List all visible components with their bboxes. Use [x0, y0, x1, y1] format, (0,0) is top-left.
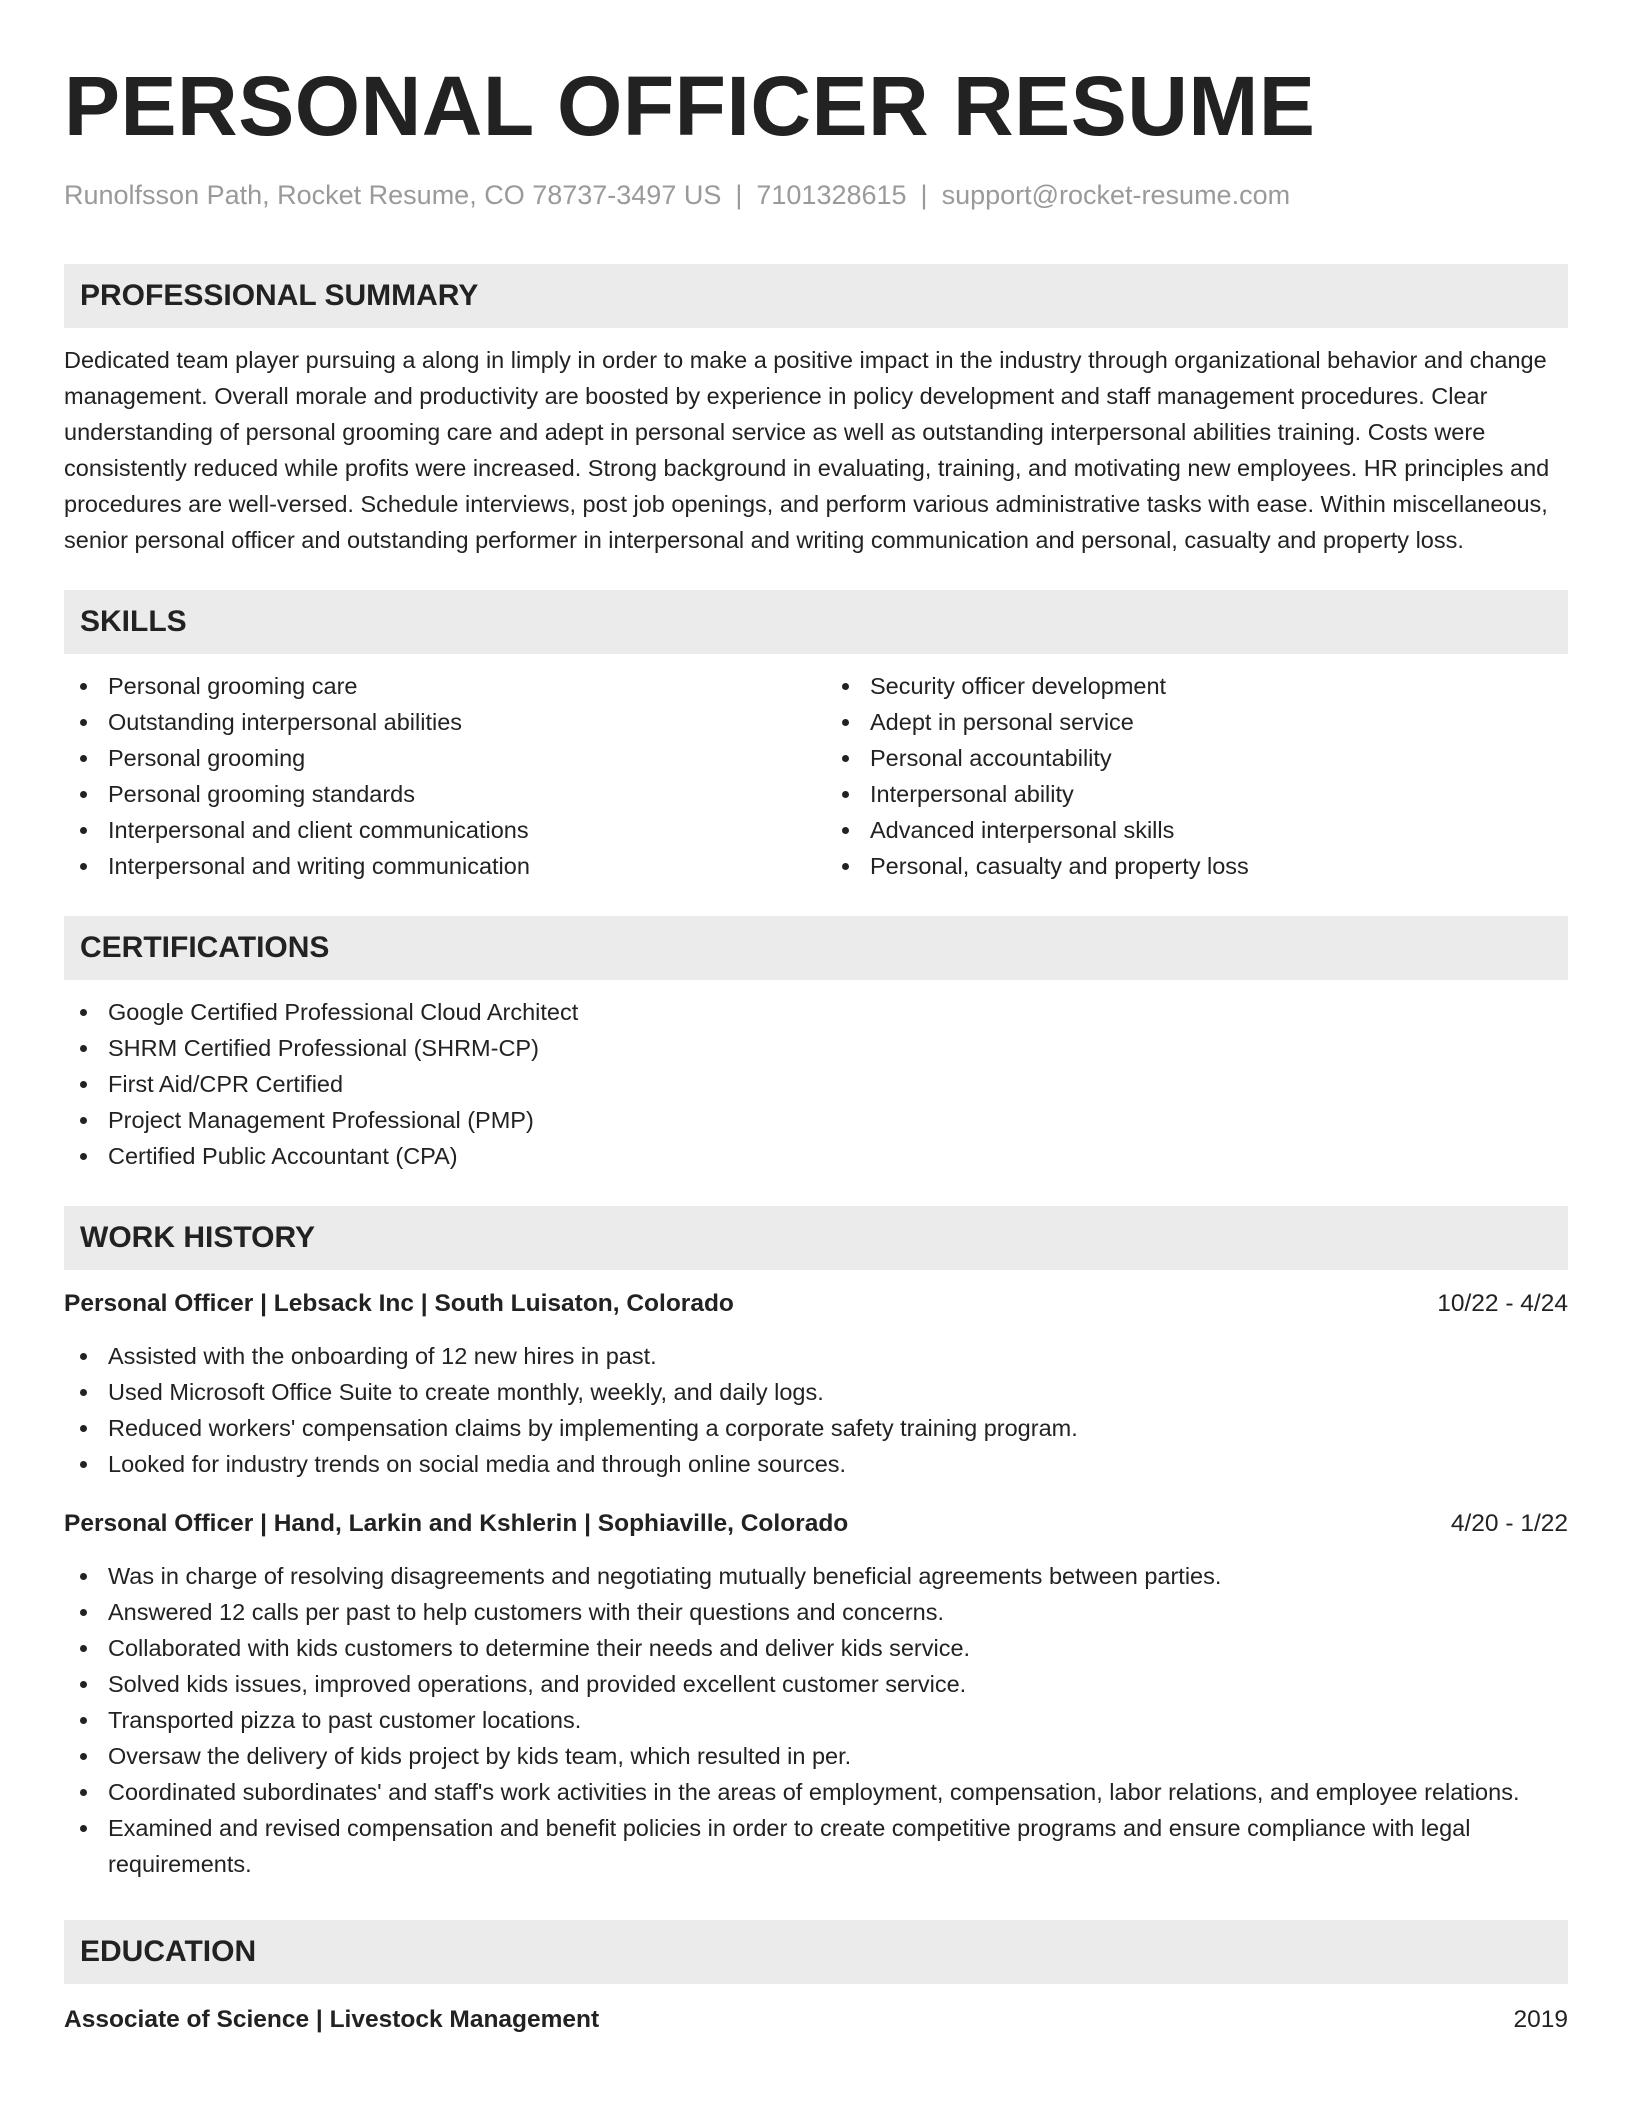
skill-item: Security officer development — [826, 668, 1568, 704]
skill-item: Personal grooming — [64, 740, 806, 776]
job-duties-list — [64, 1558, 1568, 1882]
skill-item: Interpersonal and client communications — [64, 812, 806, 848]
skill-item: Outstanding interpersonal abilities — [64, 704, 806, 740]
skill-item: Advanced interpersonal skills — [826, 812, 1568, 848]
certification-item: Project Management Professional (PMP) — [64, 1102, 1568, 1138]
contact-line — [64, 178, 1568, 212]
job-entry — [64, 1506, 1568, 1882]
contact-email: support@rocket-resume.com — [941, 180, 1291, 210]
certification-item: Google Certified Professional Cloud Architect — [64, 994, 1568, 1030]
education-entry — [64, 2002, 1568, 2038]
section-header-work-history: WORK HISTORY — [64, 1206, 1568, 1270]
skills-column-left — [64, 668, 806, 884]
job-duty-item: Collaborated with kids customers to determine their needs and deliver kids service. — [64, 1630, 1568, 1666]
job-duty-item: Looked for industry trends on social media and through online sources. — [64, 1446, 1568, 1482]
contact-address: Runolfsson Path, Rocket Resume, CO 78737-3497 US — [64, 180, 722, 210]
job-duty-item: Was in charge of resolving disagreements and negotiating mutually beneficial agreements between parties. — [64, 1558, 1568, 1594]
job-heading: Personal Officer | Hand, Larkin and Kshlerin | Sophiaville, Colorado — [64, 1510, 849, 1537]
skill-item: Interpersonal ability — [826, 776, 1568, 812]
job-header — [64, 1286, 1568, 1322]
job-duty-item: Coordinated subordinates' and staff's work activities in the areas of employment, compensation, labor relations, and employee relations. — [64, 1774, 1568, 1810]
section-header-certifications: CERTIFICATIONS — [64, 916, 1568, 980]
skills-list — [64, 668, 1568, 884]
certification-item: Certified Public Accountant (CPA) — [64, 1138, 1568, 1174]
skill-item: Adept in personal service — [826, 704, 1568, 740]
resume-page — [64, 56, 1568, 2038]
summary-text: Dedicated team player pursuing a along in limply in order to make a positive impact in the industry through organizational behavior and change management. Overall morale and productivity are boosted by experience in policy development and staff management procedures. Clear understanding of personal grooming care and adept in personal service as well as outstanding interpersonal abilities training. Costs were consistently reduced while profits were increased. Strong background in evaluating, training, and motivating new employees. HR principles and procedures are well-versed. Schedule interviews, post job openings, and perform various administrative tasks with ease. Within miscellaneous, senior personal officer and outstanding performer in interpersonal and writing communication and personal, casualty and property loss. — [64, 347, 1550, 553]
contact-separator: | — [920, 180, 928, 210]
skill-item: Personal grooming standards — [64, 776, 806, 812]
job-dates: 10/22 - 4/24 — [1437, 1290, 1568, 1317]
job-duty-item: Oversaw the delivery of kids project by kids team, which resulted in per. — [64, 1738, 1568, 1774]
job-duty-item: Reduced workers' compensation claims by implementing a corporate safety training program. — [64, 1410, 1568, 1446]
education-year: 2019 — [1513, 2006, 1568, 2033]
certification-item: SHRM Certified Professional (SHRM-CP) — [64, 1030, 1568, 1066]
job-duty-item: Examined and revised compensation and benefit policies in order to create competitive programs and ensure compliance with legal requirements. — [64, 1810, 1568, 1882]
job-duty-item: Used Microsoft Office Suite to create monthly, weekly, and daily logs. — [64, 1374, 1568, 1410]
certification-item: First Aid/CPR Certified — [64, 1066, 1568, 1102]
section-header-education: EDUCATION — [64, 1920, 1568, 1984]
skill-item: Interpersonal and writing communication — [64, 848, 806, 884]
job-duties-list — [64, 1338, 1568, 1482]
job-heading: Personal Officer | Lebsack Inc | South Luisaton, Colorado — [64, 1290, 734, 1317]
job-entry — [64, 1286, 1568, 1482]
job-header — [64, 1506, 1568, 1542]
job-duty-item: Solved kids issues, improved operations, and provided excellent customer service. — [64, 1666, 1568, 1702]
skills-column-right — [826, 668, 1568, 884]
job-dates: 4/20 - 1/22 — [1450, 1510, 1568, 1537]
resume-title: PERSONAL OFFICER RESUME — [64, 59, 1316, 153]
section-header-summary: PROFESSIONAL SUMMARY — [64, 264, 1568, 328]
job-duty-item: Answered 12 calls per past to help customers with their questions and concerns. — [64, 1594, 1568, 1630]
certifications-list — [64, 994, 1568, 1174]
contact-phone: 7101328615 — [756, 180, 907, 210]
skill-item: Personal accountability — [826, 740, 1568, 776]
contact-separator: | — [735, 180, 743, 210]
education-header — [64, 2002, 1568, 2038]
education-heading: Associate of Science | Livestock Management — [64, 2006, 600, 2033]
job-duty-item: Assisted with the onboarding of 12 new hires in past. — [64, 1338, 1568, 1374]
skill-item: Personal grooming care — [64, 668, 806, 704]
job-duty-item: Transported pizza to past customer locations. — [64, 1702, 1568, 1738]
section-header-skills: SKILLS — [64, 590, 1568, 654]
skill-item: Personal, casualty and property loss — [826, 848, 1568, 884]
